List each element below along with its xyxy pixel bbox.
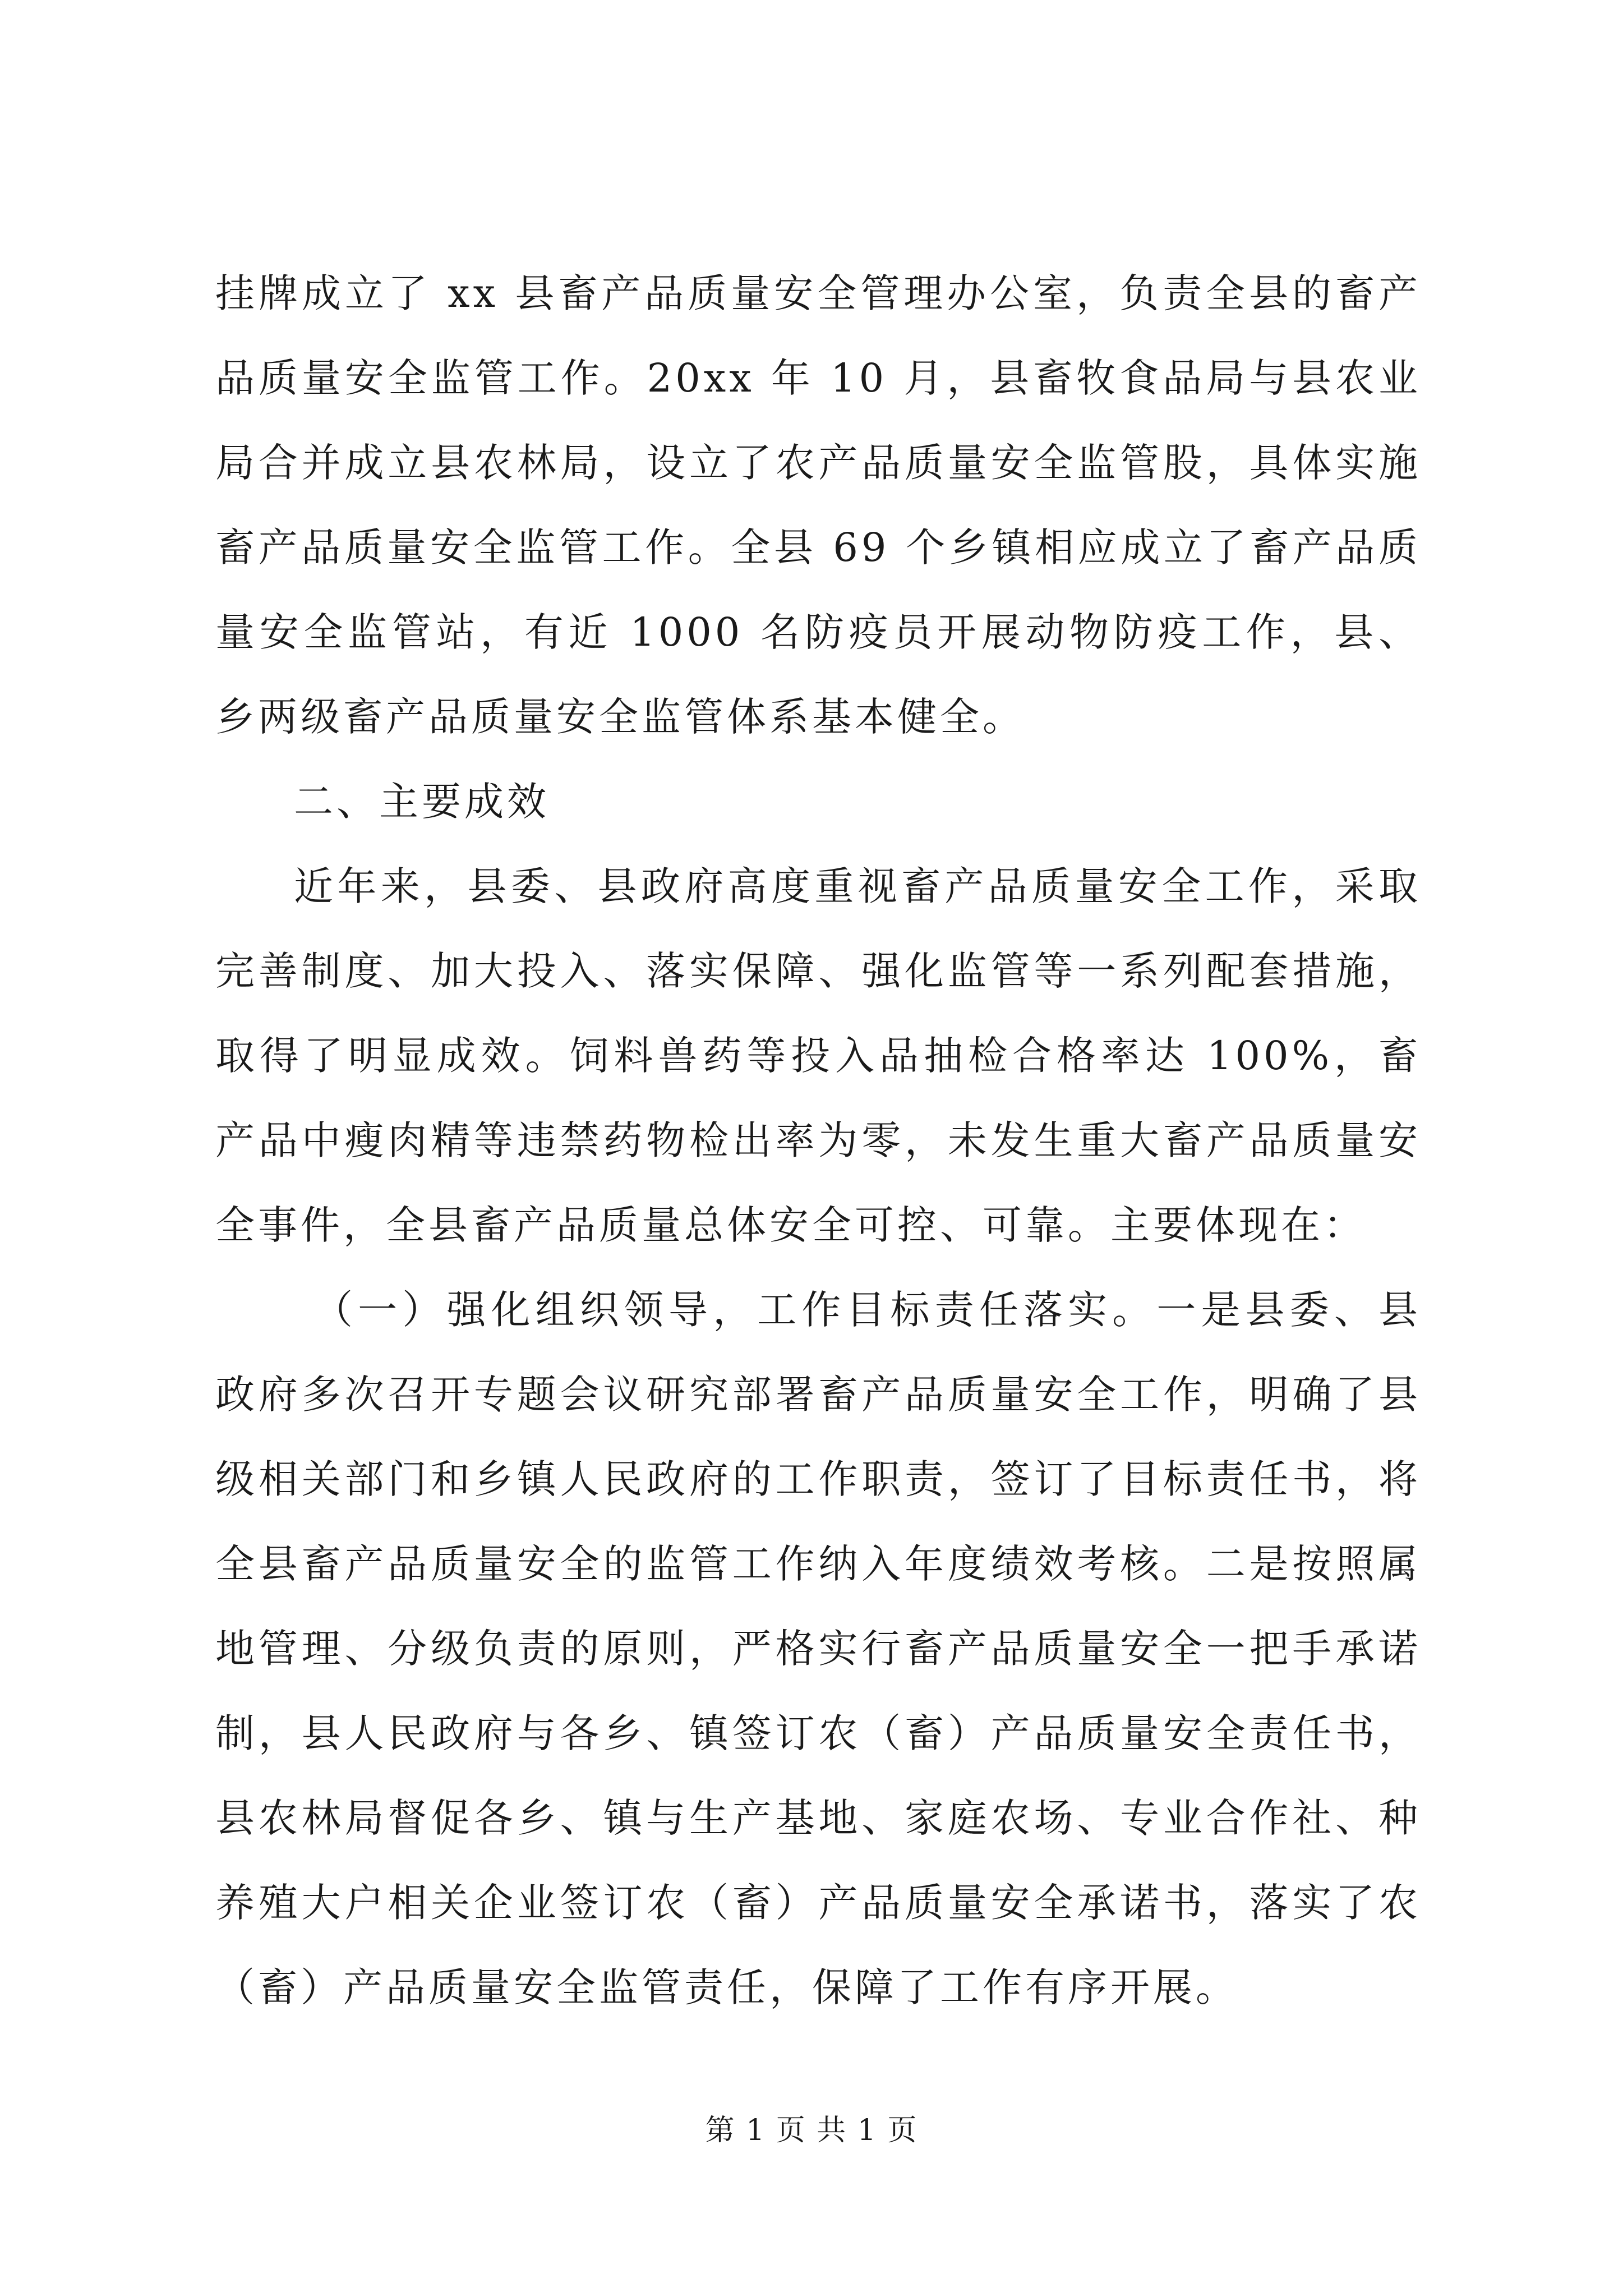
page-footer: 第 1 页 共 1 页 (705, 2114, 918, 2147)
paragraph-organization-leadership: （一）强化组织领导，工作目标责任落实。一是县委、县政府多次召开专题会议研究部署畜产品质量安全工作，明确了县级相关部门和乡镇人民政府的工作职责，签订了目标责任书，将全县畜产品质量安全的监管工作纳入年度绩效考核。二是按照属地管理、分级负责的原则，严格实行畜产品质量安全一把手承诺制，县人民政府与各乡、镇签订农（畜）产品质量安全责任书，县农林局督促各乡、镇与生产基地、家庭农场、专业合作社、种养殖大户相关企业签订农（畜）产品质量安全承诺书，落实了农（畜）产品质量安全监管责任，保障了工作有序开展。 (215, 1287, 1421, 2010)
paragraph-main-results: 近年来，县委、县政府高度重视畜产品质量安全工作，采取完善制度、加大投入、落实保障、强化监管等一系列配套措施，取得了明显成效。饲料兽药等投入品抽检合格率达 100%，畜产品中瘦肉精等违禁药物检出率为零，未发生重大畜产品质量安全事件，全县畜产品质量总体安全可控、可靠。主要体现在： (215, 863, 1421, 1248)
document-body (215, 251, 1421, 2030)
paragraph-county-office: 挂牌成立了 xx 县畜产品质量安全管理办公室，负责全县的畜产品质量安全监管工作。20xx 年 10 月，县畜牧食品局与县农业局合并成立县农林局，设立了农产品质量安全监管股，具体实施畜产品质量安全监管工作。全县 69 个乡镇相应成立了畜产品质量安全监管站，有近 1000 名防疫员开展动物防疫工作，县、乡两级畜产品质量安全监管体系基本健全。 (215, 270, 1421, 740)
section-heading-main-results: 二、主要成效 (294, 779, 550, 825)
